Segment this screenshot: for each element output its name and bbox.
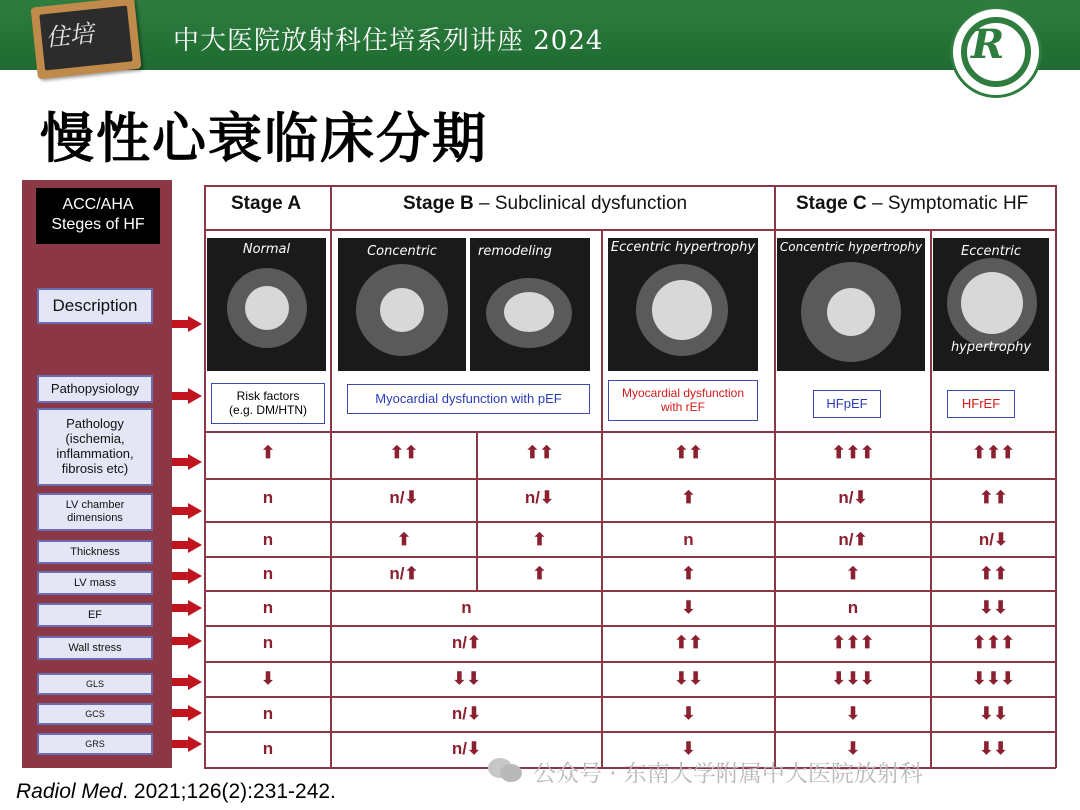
row-label-grs: GRS — [37, 733, 153, 755]
table-cell: n — [262, 739, 274, 758]
table-cell: n/⬆ — [389, 564, 419, 583]
row-pointer-arrow-icon — [172, 600, 202, 616]
table-cell: ⬆⬆ — [674, 443, 703, 462]
table-cell: ⬇⬇ — [674, 669, 703, 688]
badge-text: 住培 — [44, 19, 96, 53]
table-cell: ⬆⬆ — [525, 443, 554, 462]
stage-b-header: Stage B – Subclinical dysfunction — [403, 193, 688, 214]
table-cell: n/⬇ — [451, 704, 482, 723]
row-label-wall-stress: Wall stress — [37, 636, 153, 660]
table-cell: ⬆⬆⬆ — [972, 633, 1015, 652]
hospital-logo: R — [950, 6, 1042, 98]
table-cell: ⬆ — [532, 564, 547, 583]
table-cell: n — [262, 598, 274, 617]
row-pointer-arrow-icon — [172, 537, 202, 553]
row-label-lv-dimensions: LV chamber dimensions — [37, 493, 153, 531]
row-pointer-arrow-icon — [172, 316, 202, 332]
table-cell: n/⬇ — [838, 488, 868, 507]
table-cell: ⬆ — [396, 530, 412, 549]
table-cell: ⬆ — [681, 564, 696, 583]
table-cell: n/⬆ — [838, 530, 868, 549]
mri-eccentric-image: Eccentric hypertrophy — [933, 238, 1049, 371]
table-cell: n — [262, 530, 274, 549]
table-cell: ⬇ — [681, 598, 696, 617]
mri-concentric-hypertrophy-image: Concentric hypertrophy — [777, 238, 925, 371]
row-pointer-arrow-icon — [172, 454, 202, 470]
table-cell: n — [262, 564, 274, 583]
table-cell: n — [262, 633, 274, 652]
table-cell: ⬇ — [681, 739, 696, 758]
table-cell: n/⬇ — [451, 739, 482, 758]
table-cell: n — [461, 598, 472, 617]
row-pointer-arrow-icon — [172, 633, 202, 649]
table-cell: ⬇ — [681, 704, 696, 723]
desc-myo-pef: Myocardial dysfunction with pEF — [347, 384, 590, 414]
table-cell: ⬆⬆ — [979, 564, 1008, 583]
desc-risk-factors: Risk factors (e.g. DM/HTN) — [211, 383, 325, 424]
table-cell: ⬇⬇ — [979, 598, 1008, 617]
row-pointer-arrow-icon — [172, 736, 202, 752]
stage-a-header: Stage A — [231, 193, 302, 214]
table-cell: ⬆ — [260, 443, 276, 462]
table-cell: ⬆⬆⬆ — [831, 443, 875, 462]
desc-myo-ref: Myocardial dysfunction with rEF — [608, 380, 758, 421]
citation: Radiol Med. 2021;126(2):231-242. — [16, 780, 336, 803]
mri-normal-image: Normal — [207, 238, 326, 371]
watermark-text: 公众号 · 东南大学附属中大医院放射科 — [533, 761, 923, 787]
acc-aha-label: ACC/AHA Steges of HF — [36, 188, 160, 244]
mri-remodeling-image: remodeling — [470, 238, 590, 371]
table-cell: ⬆⬆ — [979, 488, 1008, 507]
table-cell: ⬇⬇ — [979, 739, 1008, 758]
table-cell: n/⬇ — [978, 530, 1009, 549]
chalkboard-badge — [31, 0, 142, 79]
row-label-gcs: GCS — [37, 703, 153, 725]
row-pointer-arrow-icon — [172, 568, 202, 584]
desc-hfpef: HFpEF — [813, 390, 881, 418]
table-cell: n — [847, 598, 859, 617]
table-cell: ⬆⬆⬆ — [972, 443, 1015, 462]
row-label-ef: EF — [37, 603, 153, 627]
table-cell: ⬆⬆⬆ — [831, 633, 875, 652]
slide-title: 慢性心衰临床分期 — [40, 107, 488, 170]
table-cell: ⬆⬆ — [389, 443, 419, 462]
table-cell: ⬆⬆ — [674, 633, 703, 652]
table-cell: ⬆ — [532, 530, 547, 549]
table-cell: n — [262, 488, 274, 507]
row-label-pathophysiology: Pathopysiology — [37, 375, 153, 403]
row-label-pathology: Pathology (ischemia, inflammation, fibrosis etc) — [37, 408, 153, 486]
table-cell: n/⬆ — [451, 633, 482, 652]
row-pointer-arrow-icon — [172, 674, 202, 690]
table-cell: ⬇⬇ — [979, 704, 1008, 723]
table-cell: ⬇ — [845, 704, 861, 723]
table-cell: n/⬇ — [389, 488, 419, 507]
table-cell: n — [683, 530, 694, 549]
row-label-thickness: Thickness — [37, 540, 153, 564]
series-title: 中大医院放射科住培系列讲座 2024 — [173, 26, 604, 56]
table-cell: ⬇ — [260, 669, 276, 688]
wechat-icon — [486, 757, 524, 783]
row-pointer-arrow-icon — [172, 705, 202, 721]
table-cell: ⬆ — [845, 564, 861, 583]
row-label-gls: GLS — [37, 673, 153, 695]
table-cell: ⬇⬇ — [452, 669, 481, 688]
desc-hfref: HFrEF — [947, 390, 1015, 418]
row-label-lv-mass: LV mass — [37, 571, 153, 595]
mri-eccentric-hypertrophy-image: Eccentric hypertrophy — [608, 238, 758, 371]
row-label-description: Description — [37, 288, 153, 324]
row-pointer-arrow-icon — [172, 503, 202, 519]
header-bar — [0, 0, 1080, 70]
table-cell: ⬇ — [845, 739, 861, 758]
stage-c-header: Stage C – Symptomatic HF — [796, 193, 1029, 214]
table-cell: n/⬇ — [524, 488, 555, 507]
table-cell: ⬇⬇⬇ — [831, 669, 875, 688]
mri-concentric-image: Concentric — [338, 238, 466, 371]
table-cell: ⬆ — [681, 488, 696, 507]
table-cell: ⬇⬇⬇ — [972, 669, 1015, 688]
table-cell: n — [262, 704, 274, 723]
row-pointer-arrow-icon — [172, 388, 202, 404]
